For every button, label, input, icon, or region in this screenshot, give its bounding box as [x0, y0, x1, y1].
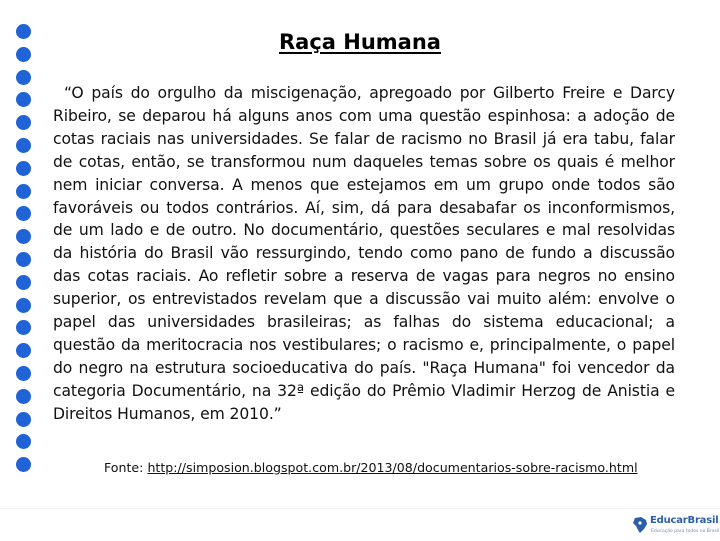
bullet-dot [16, 161, 31, 176]
bullet-dot [16, 366, 31, 381]
educar-brasil-logo [632, 514, 720, 538]
title-text: Raça Humana [279, 30, 441, 54]
logo-text: EducarBrasil [650, 515, 719, 526]
source-link[interactable]: http://simposion.blogspot.com.br/2013/08/documentarios-sobre-racismo.html [147, 460, 638, 475]
bullet-dots-column [16, 24, 36, 480]
bullet-dot [16, 70, 31, 85]
bullet-dot [16, 412, 31, 427]
logo-tagline: Educação para todos no Brasil [651, 529, 720, 534]
bullet-dot [16, 298, 31, 313]
bullet-dot [16, 320, 31, 335]
source-label: Fonte: [104, 460, 144, 475]
bullet-dot [16, 457, 31, 472]
bullet-dot [16, 275, 31, 290]
bullet-dot [16, 389, 31, 404]
bullet-dot [16, 206, 31, 221]
bullet-dot [16, 343, 31, 358]
bullet-dot [16, 184, 31, 199]
bullet-dot [16, 92, 31, 107]
bullet-dot [16, 229, 31, 244]
bullet-dot [16, 252, 31, 267]
slide-title [0, 30, 720, 54]
footer-bar [0, 508, 720, 541]
bullet-dot [16, 138, 31, 153]
brazil-map-icon [632, 516, 648, 534]
quote-paragraph: “O país do orgulho da miscigenação, apregoado por Gilberto Freire e Darcy Ribeiro, se deparou há alguns anos com uma questão espinhosa: a adoção de cotas raciais nas universidades. Se falar de racismo no Brasil já era tabu, falar de cotas, então, se transformou num daqueles temas sobre os quais é melhor nem iniciar conversa. A menos que estejamos em um grupo onde todos são favoráveis ou todos contrários. Aí, sim, dá para desabafar os inconformismos, de um lado e de outro. No documentário, questões seculares e mal resolvidas da história do Brasil vão ressurgindo, tendo como pano de fundo a discussão das cotas raciais. Ao refletir sobre a reserva de vagas para negros no ensino superior, os entrevistados revelam que a discussão vai muito além: envolve o papel das universidades brasileiras; as falhas do sistema educacional; a questão da meritocracia nos vestibulares; o racismo e, principalmente, o papel do negro na estrutura socioeducativa do país. "Raça Humana" foi vencedor da categoria Documentário, na 32ª edição do Prêmio Vladimir Herzog de Anistia e Direitos Humanos, em 2010.” [53, 84, 675, 423]
bullet-dot [16, 115, 31, 130]
source-line [104, 460, 694, 475]
bullet-dot [16, 434, 31, 449]
